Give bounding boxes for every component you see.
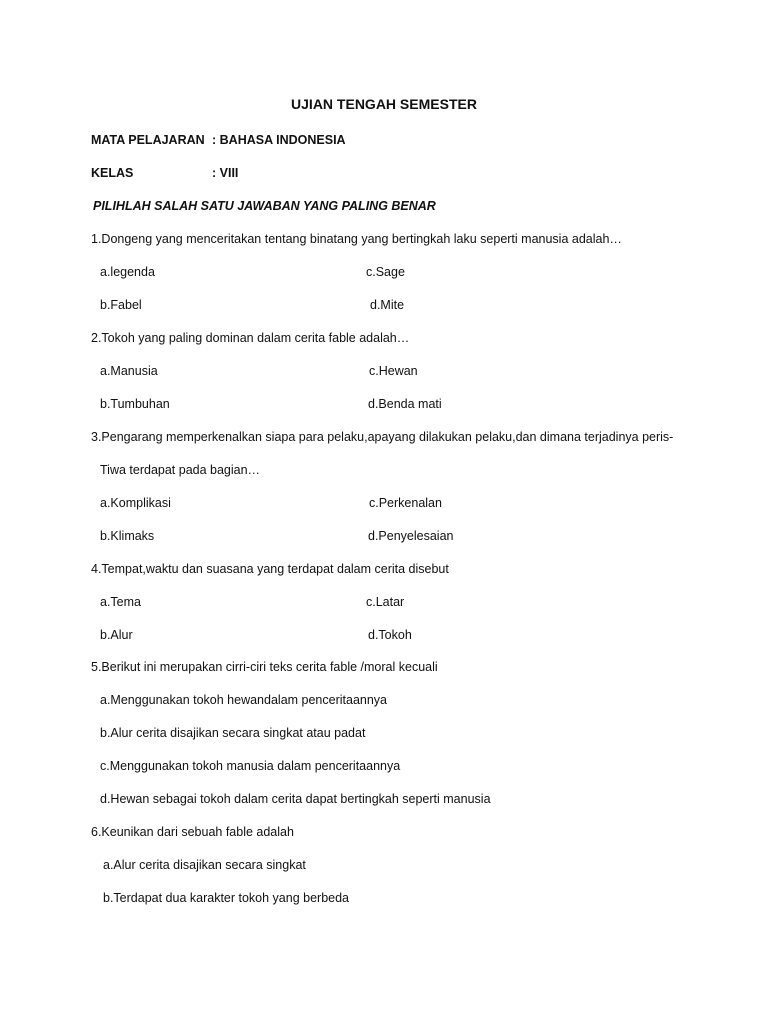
question-2: 2.Tokoh yang paling dominan dalam cerita fable adalah… xyxy=(91,331,410,345)
question-5-option-d: d.Hewan sebagai tokoh dalam cerita dapat bertingkah seperti manusia xyxy=(100,792,491,806)
question-4: 4.Tempat,waktu dan suasana yang terdapat dalam cerita disebut xyxy=(91,562,449,576)
question-5-option-c: c.Menggunakan tokoh manusia dalam penceritaannya xyxy=(100,759,401,773)
question-2-option-c: c.Hewan xyxy=(369,364,418,378)
question-4-option-b: b.Alur xyxy=(100,628,133,642)
question-3-option-d: d.Penyelesaian xyxy=(368,529,454,543)
instruction: PILIHLAH SALAH SATU JAWABAN YANG PALING BENAR xyxy=(93,199,436,213)
question-1-option-b: b.Fabel xyxy=(100,298,142,312)
question-2-option-a: a.Manusia xyxy=(100,364,158,378)
question-1: 1.Dongeng yang menceritakan tentang binatang yang bertingkah laku seperti manusia adalah… xyxy=(91,232,622,246)
question-2-option-d: d.Benda mati xyxy=(368,397,442,411)
question-3-option-c: c.Perkenalan xyxy=(369,496,442,510)
question-1-option-c: c.Sage xyxy=(366,265,405,279)
subject-value: : BAHASA INDONESIA xyxy=(212,133,346,147)
question-5-option-b: b.Alur cerita disajikan secara singkat atau padat xyxy=(100,726,366,740)
question-3-option-a: a.Komplikasi xyxy=(100,496,171,510)
question-3-continuation: Tiwa terdapat pada bagian… xyxy=(100,463,261,477)
question-3: 3.Pengarang memperkenalkan siapa para pelaku,apayang dilakukan pelaku,dan dimana terjadinya peris- xyxy=(91,430,674,444)
exam-title: UJIAN TENGAH SEMESTER xyxy=(291,96,477,112)
question-5: 5.Berikut ini merupakan cirri-ciri teks cerita fable /moral kecuali xyxy=(91,660,438,674)
question-6-option-b: b.Terdapat dua karakter tokoh yang berbeda xyxy=(103,891,350,905)
class-label: KELAS xyxy=(91,166,134,180)
question-5-option-a: a.Menggunakan tokoh hewandalam penceritaannya xyxy=(100,693,388,707)
question-2-option-b: b.Tumbuhan xyxy=(100,397,170,411)
question-4-option-c: c.Latar xyxy=(366,595,405,609)
question-3-option-b: b.Klimaks xyxy=(100,529,155,543)
question-4-option-d: d.Tokoh xyxy=(368,628,412,642)
question-1-option-a: a.legenda xyxy=(100,265,155,279)
question-6-option-a: a.Alur cerita disajikan secara singkat xyxy=(103,858,306,872)
question-1-option-d: d.Mite xyxy=(370,298,405,312)
question-6: 6.Keunikan dari sebuah fable adalah xyxy=(91,825,294,839)
question-4-option-a: a.Tema xyxy=(100,595,141,609)
subject-label: MATA PELAJARAN xyxy=(91,133,205,147)
class-value: : VIII xyxy=(212,166,239,180)
